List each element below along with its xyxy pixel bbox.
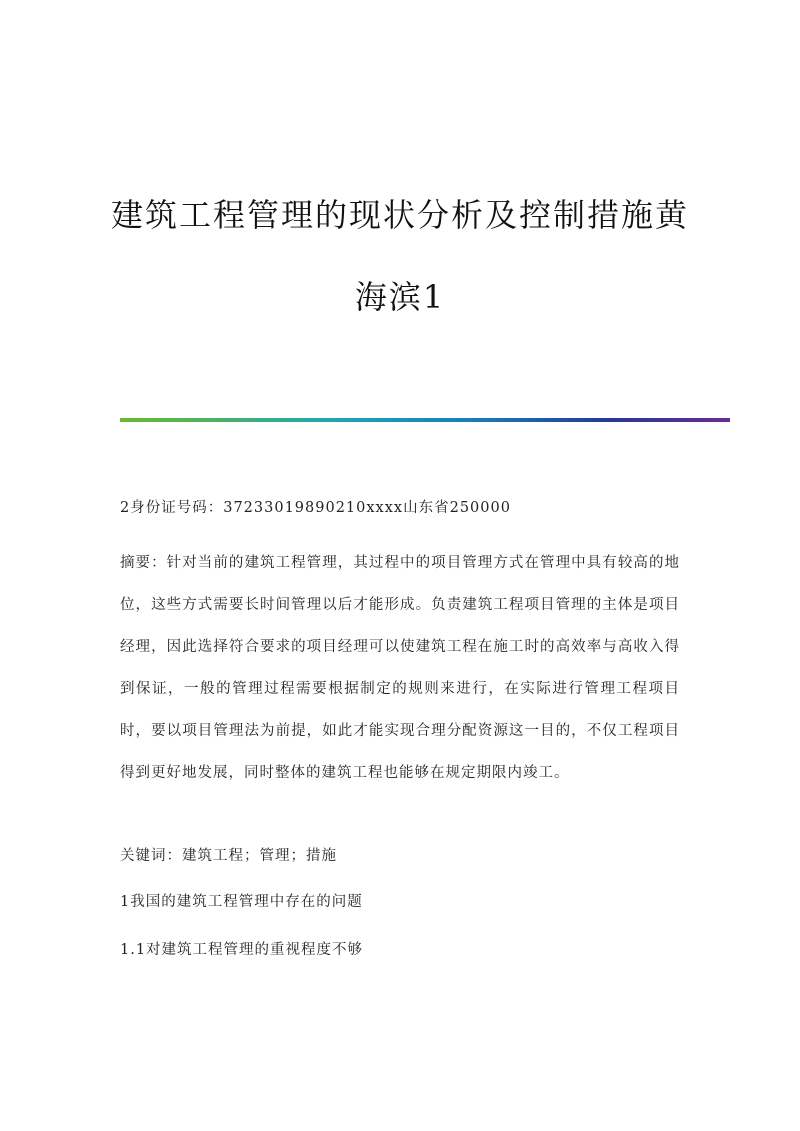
keywords-line: 关键词：建筑工程；管理；措施 bbox=[120, 848, 337, 864]
title-divider bbox=[120, 418, 730, 422]
section-heading-1: 1我国的建筑工程管理中存在的问题 bbox=[120, 894, 363, 910]
author-id-line: 2身份证号码：37233019890210xxxx山东省250000 bbox=[120, 500, 511, 516]
abstract-paragraph: 摘要：针对当前的建筑工程管理，其过程中的项目管理方式在管理中具有较高的地位，这些方式需要长时间管理以后才能形成。负责建筑工程项目管理的主体是项目经理，因此选择符合要求的项目经理可以使建筑工程在施工时的高效率与高收入得到保证，一般的管理过程需要根据制定的规则来进行，在实际进行管理工程项目时，要以项目管理法为前提，如此才能实现合理分配资源这一目的，不仅工程项目得到更好地发展，同时整体的建筑工程也能够在规定期限内竣工。 bbox=[120, 555, 680, 781]
document-title-line-1: 建筑工程管理的现状分析及控制措施黄 bbox=[110, 196, 689, 234]
section-heading-1-1: 1.1对建筑工程管理的重视程度不够 bbox=[120, 942, 364, 958]
document-title-line-2: 海滨1 bbox=[354, 278, 446, 316]
